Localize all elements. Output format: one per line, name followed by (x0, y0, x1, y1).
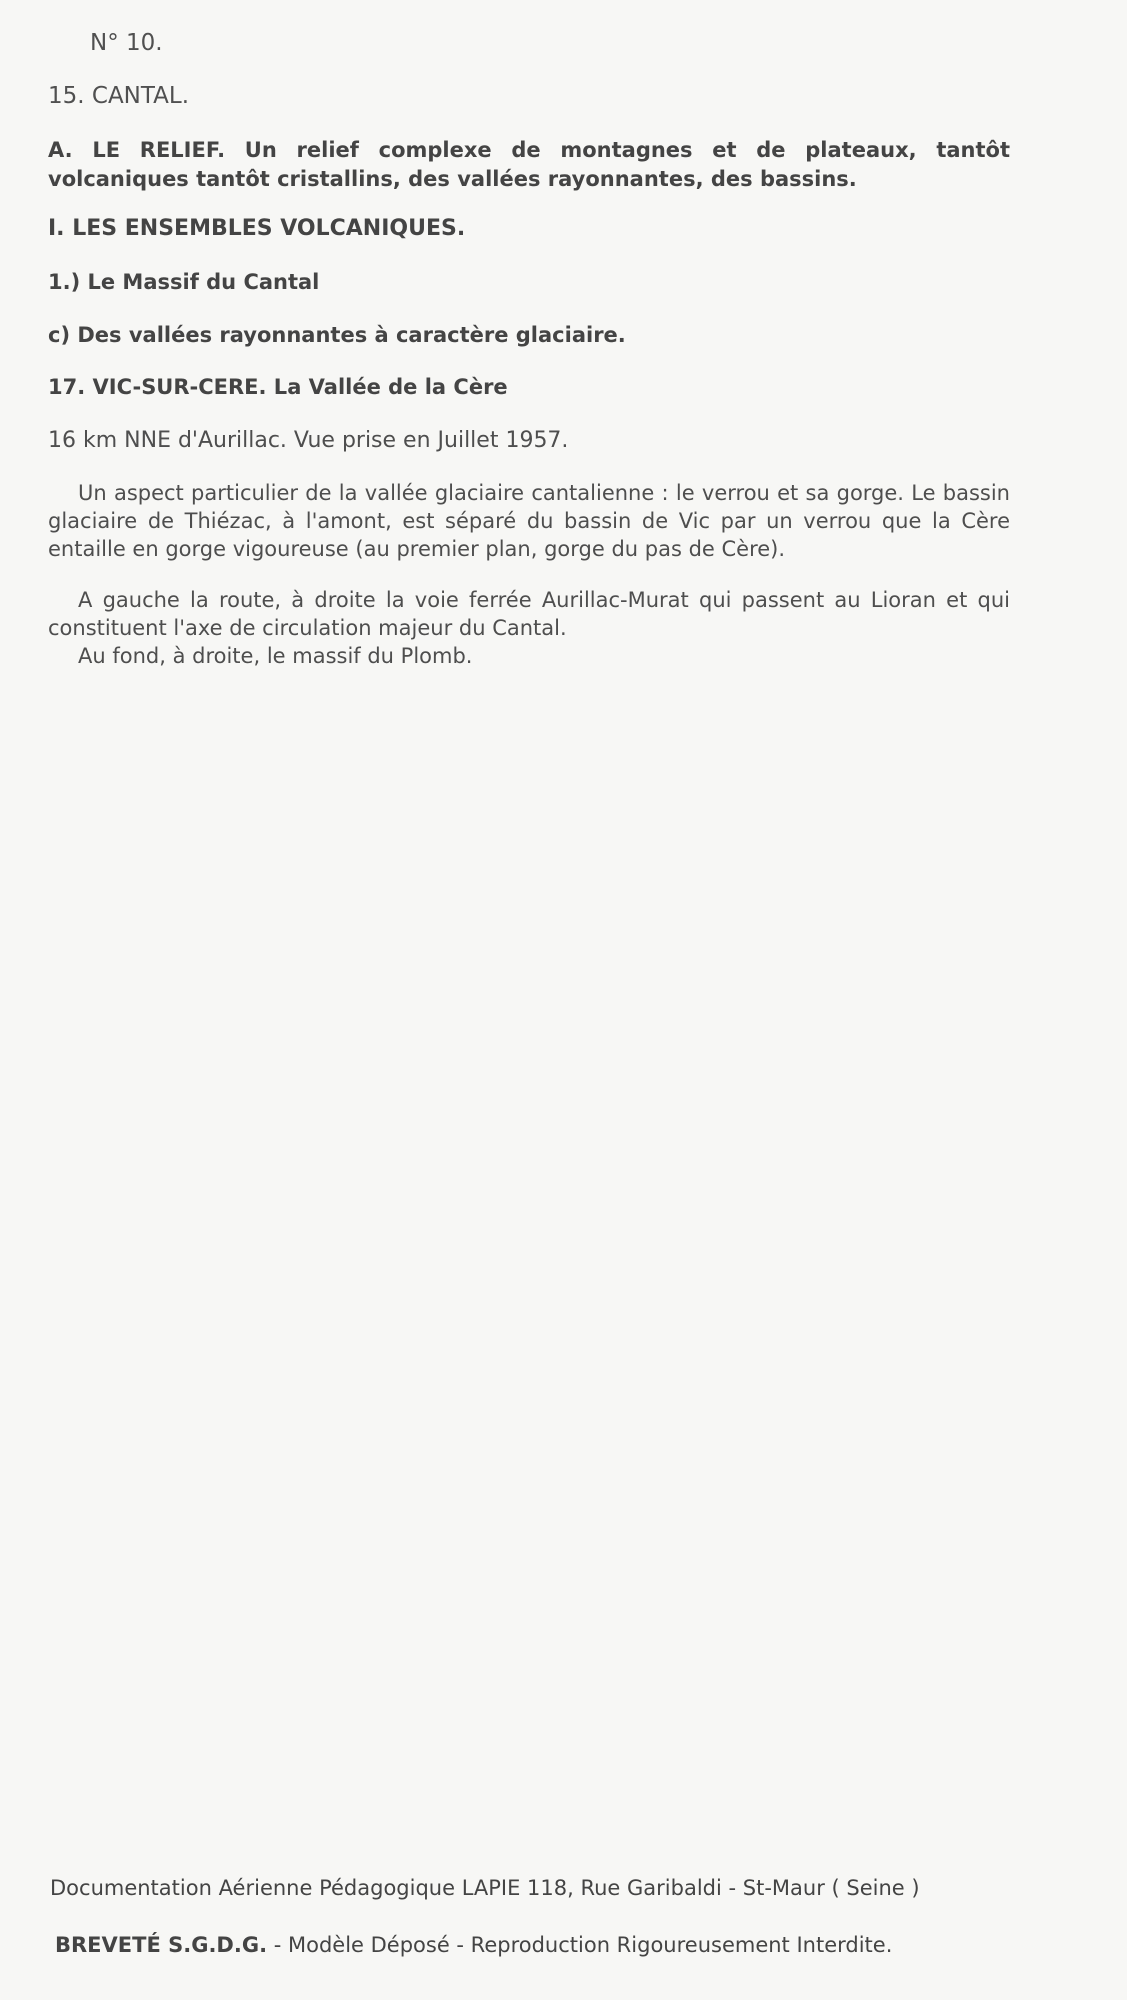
footer-patent: BREVETÉ S.G.D.G. (55, 1933, 268, 1957)
relief-summary: A. LE RELIEF. Un relief complexe de montagnes et de plateaux, tantôt volcaniques tantôt cristallins, des vallées rayonnantes, des bassins. (48, 138, 1010, 191)
footer-copyright (55, 1933, 892, 1957)
body-paragraph-3: Au fond, à droite, le massif du Plomb. (78, 644, 473, 668)
body-paragraph-1: Un aspect particulier de la vallée glaciaire cantalienne : le verrou et sa gorge. Le bassin glaciaire de Thiézac, à l'amont, est séparé du bassin de Vic par un verrou que la Cère entaille en gorge vigoureuse (au premier plan, gorge du pas de Cère). (48, 481, 1010, 561)
department-title: 15. CANTAL. (48, 83, 190, 109)
heading-ensembles-volcaniques: I. LES ENSEMBLES VOLCANIQUES. (48, 216, 466, 241)
heading-vallees-rayonnantes: c) Des vallées rayonnantes à caractère glaciaire. (48, 323, 626, 347)
heading-vic-sur-cere: 17. VIC-SUR-CERE. La Vallée de la Cère (48, 375, 508, 399)
photo-location: 16 km NNE d'Aurillac. Vue prise en Juillet 1957. (48, 428, 569, 453)
footer-publisher: Documentation Aérienne Pédagogique LAPIE 118, Rue Garibaldi - St-Maur ( Seine ) (50, 1876, 920, 1900)
heading-massif-du-cantal: 1.) Le Massif du Cantal (48, 270, 320, 294)
document-number: N° 10. (90, 30, 163, 56)
body-paragraph-2: A gauche la route, à droite la voie ferrée Aurillac-Murat qui passent au Lioran et qui constituent l'axe de circulation majeur du Cantal. (48, 588, 1010, 640)
footer-rights: - Modèle Déposé - Reproduction Rigoureusement Interdite. (267, 1933, 893, 1957)
